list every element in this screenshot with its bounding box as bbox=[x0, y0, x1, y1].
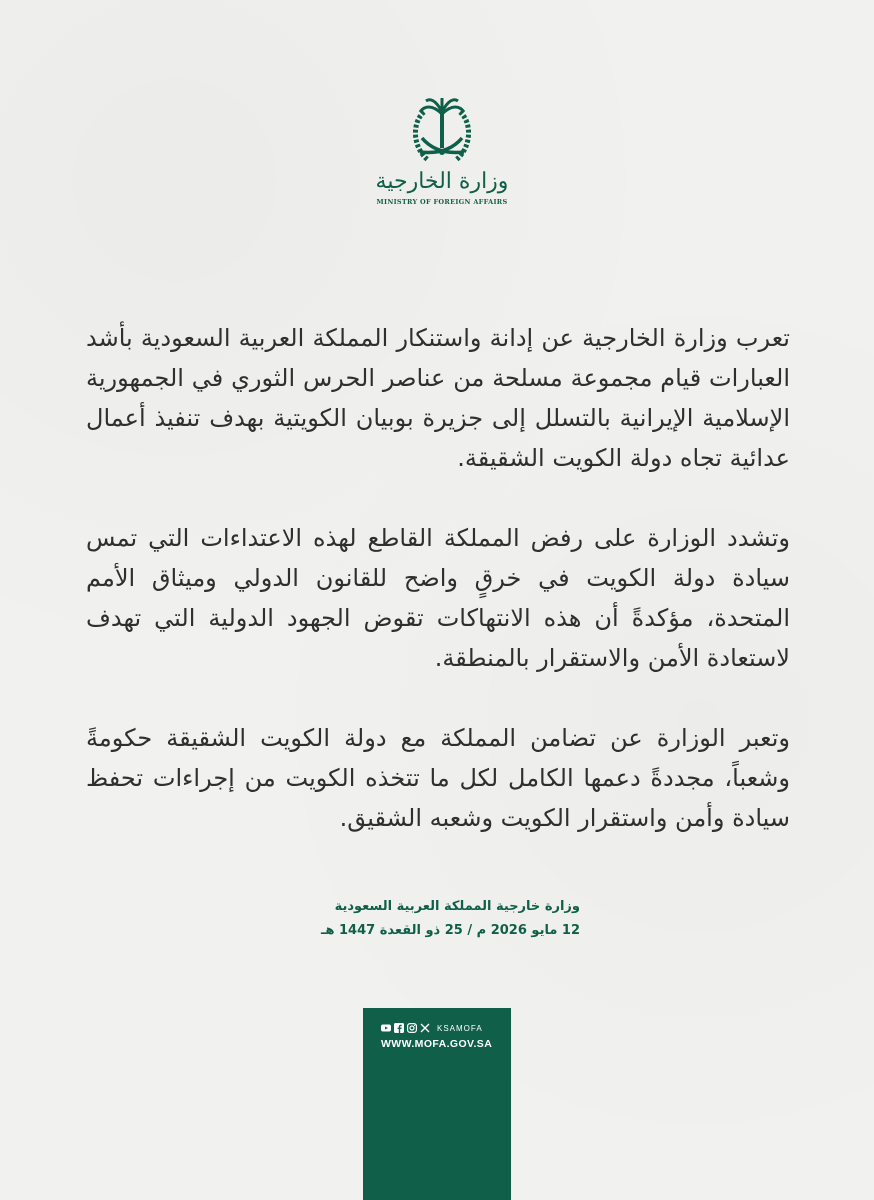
statement-paragraph: وتعبر الوزارة عن تضامن المملكة مع دولة الكويت الشقيقة حكومةً وشعباً، مجددةً دعمها الكامل لكل ما تتخذه الكويت من إجراءات تحفظ سيادة وأمن واستقرار الكويت وشعبه الشقيق. bbox=[86, 724, 790, 832]
issuer-name: وزارة خارجية المملكة العربية السعودية bbox=[334, 899, 580, 914]
ministry-logo bbox=[372, 92, 512, 222]
palm-and-swords-emblem-icon bbox=[402, 92, 482, 172]
facebook-icon[interactable] bbox=[394, 1023, 404, 1033]
signature-block bbox=[250, 895, 580, 943]
statement-paragraph: وتشدد الوزارة على رفض المملكة القاطع لهذه الاعتداءات التي تمس سيادة دولة الكويت في خرقٍ واضح للقانون الدولي وميثاق الأمم المتحدة، مؤكدةً أن هذه الانتهاكات تقوض الجهود الدولية التي تهدف لاستعادة الأمن والاستقرار بالمنطقة. bbox=[86, 524, 790, 672]
statement-body bbox=[86, 318, 790, 838]
logo-english-text: MINISTRY OF FOREIGN AFFAIRS bbox=[376, 198, 508, 206]
youtube-icon[interactable] bbox=[381, 1023, 391, 1033]
footer-contact-block bbox=[363, 1008, 511, 1200]
statement-paragraph: تعرب وزارة الخارجية عن إدانة واستنكار المملكة العربية السعودية بأشد العبارات قيام مجموعة مسلحة من عناصر الحرس الثوري في الجمهورية الإسلامية الإيرانية بالتسلل إلى جزيرة بوبيان الكويتية بهدف تنفيذ أعمال عدائية تجاه دولة الكويت الشقيقة. bbox=[86, 324, 790, 472]
social-row bbox=[381, 1023, 483, 1033]
issue-date: 12 مايو 2026 م / 25 ذو القعدة 1447 هـ bbox=[321, 923, 580, 938]
social-handle[interactable]: KSAMOFA bbox=[437, 1023, 483, 1033]
x-icon[interactable] bbox=[420, 1023, 430, 1033]
instagram-icon[interactable] bbox=[407, 1023, 417, 1033]
logo-arabic-text: وزارة الخارجية bbox=[375, 169, 509, 194]
website-link[interactable]: WWW.MOFA.GOV.SA bbox=[381, 1038, 493, 1050]
